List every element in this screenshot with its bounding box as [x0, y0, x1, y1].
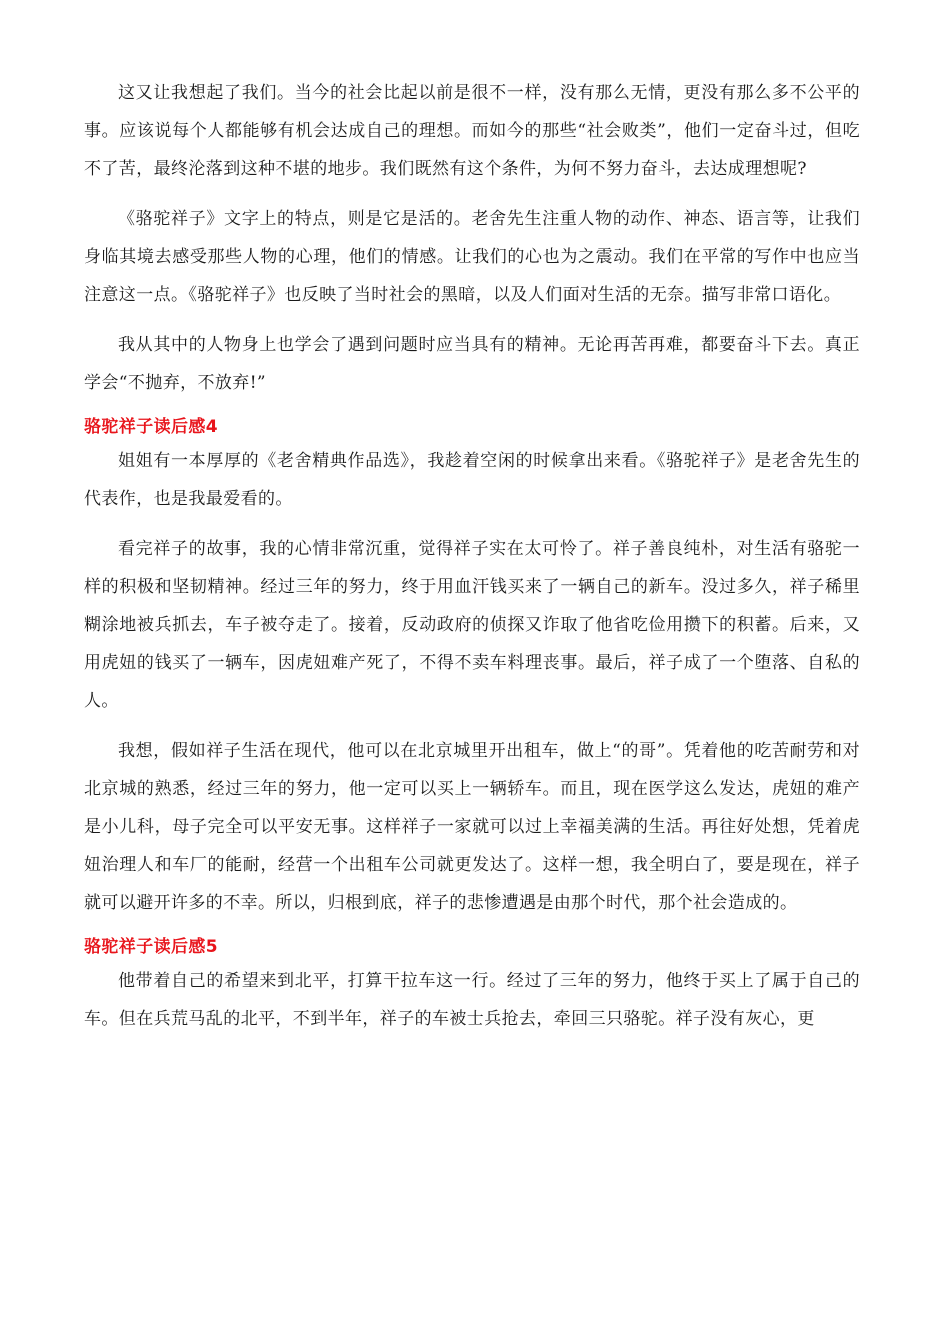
paragraph: 我想，假如祥子生活在现代，他可以在北京城里开出租车，做上“的哥”。凭着他的吃苦耐劳和对北京城的熟悉，经过三年的努力，他一定可以买上一辆轿车。而且，现在医学这么发达，虎妞的难产是小儿科，母子完全可以平安无事。这样祥子一家就可以过上幸福美满的生活。再往好处想，凭着虎妞治理人和车厂的能耐，经营一个出租车公司就更发达了。这样一想，我全明白了，要是现在，祥子就可以避开许多的不幸。所以，归根到底，祥子的悲惨遭遇是由那个时代，那个社会造成的。 [84, 741, 860, 913]
section-intro [84, 74, 860, 402]
section-heading: 骆驼祥子读后感5 [84, 937, 219, 957]
section-review-4 [84, 412, 860, 922]
paragraph: 看完祥子的故事，我的心情非常沉重，觉得祥子实在太可怜了。祥子善良纯朴，对生活有骆驼一样的积极和坚韧精神。经过三年的努力，终于用血汗钱买来了一辆自己的新车。没过多久，祥子稀里糊涂地被兵抓去，车子被夺走了。接着，反动政府的侦探又诈取了他省吃俭用攒下的积蓄。后来，又用虎妞的钱买了一辆车，因虎妞难产死了，不得不卖车料理丧事。最后，祥子成了一个堕落、自私的人。 [84, 539, 860, 711]
paragraph: 这又让我想起了我们。当今的社会比起以前是很不一样，没有那么无情，更没有那么多不公平的事。应该说每个人都能够有机会达成自己的理想。而如今的那些“社会败类”，他们一定奋斗过，但吃不了苦，最终沦落到这种不堪的地步。我们既然有这个条件，为何不努力奋斗，去达成理想呢? [84, 83, 860, 179]
paragraph: 《骆驼祥子》文字上的特点，则是它是活的。老舍先生注重人物的动作、神态、语言等，让我们身临其境去感受那些人物的心理，他们的情感。让我们的心也为之震动。我们在平常的写作中也应当注意这一点。《骆驼祥子》也反映了当时社会的黑暗，以及人们面对生活的无奈。描写非常口语化。 [84, 209, 860, 305]
paragraph: 姐姐有一本厚厚的《老舍精典作品选》，我趁着空闲的时候拿出来看。《骆驼祥子》是老舍先生的代表作，也是我最爱看的。 [84, 451, 860, 509]
section-review-5 [84, 932, 860, 1038]
paragraph: 我从其中的人物身上也学会了遇到问题时应当具有的精神。无论再苦再难，都要奋斗下去。真正学会“不抛弃，不放弃!” [84, 335, 860, 393]
section-heading: 骆驼祥子读后感4 [84, 417, 219, 437]
paragraph: 他带着自己的希望来到北平，打算干拉车这一行。经过了三年的努力，他终于买上了属于自己的车。但在兵荒马乱的北平，不到半年，祥子的车被士兵抢去，牵回三只骆驼。祥子没有灰心，更 [84, 971, 860, 1029]
document-page [84, 74, 860, 1038]
